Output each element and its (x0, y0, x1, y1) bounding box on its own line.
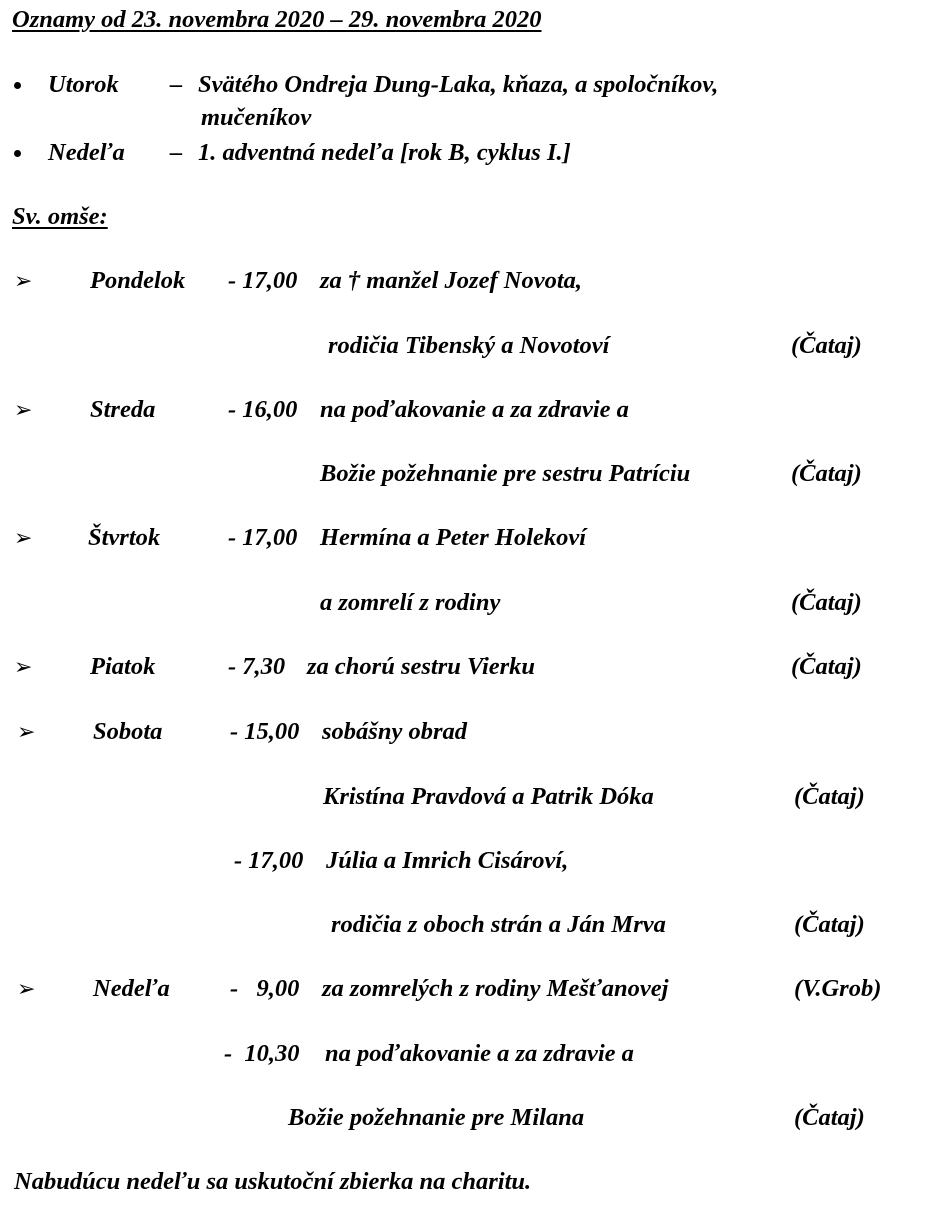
mass-day-nedela: Nedeľa (93, 975, 170, 1002)
mass-time: - 17,00 (228, 524, 298, 551)
mass-time: - 10,30 (224, 1040, 300, 1067)
mass-place: (Čataj) (794, 783, 865, 810)
mass-day-piatok: Piatok (90, 653, 156, 680)
mass-time: - 16,00 (228, 396, 298, 423)
mass-intention: na poďakovanie a za zdravie a (325, 1040, 634, 1067)
mass-intention-cont: a zomrelí z rodiny (320, 589, 501, 616)
feast-day-nedela: Nedeľa (48, 139, 125, 166)
mass-intention-cont: Božie požehnanie pre sestru Patríciu (320, 460, 691, 487)
feast-dash: – (170, 139, 183, 166)
mass-time: - 17,00 (228, 267, 298, 294)
feast-text-utorok: Svätého Ondreja Dung-Laka, kňaza, a spoločníkov, (198, 71, 719, 98)
arrow-bullet-icon: ➢ (17, 720, 36, 745)
mass-intention: za zomrelých z rodiny Mešťanovej (322, 975, 669, 1002)
mass-intention: Júlia a Imrich Cisároví, (326, 847, 569, 874)
bullet-icon (14, 82, 21, 89)
mass-day-stvrtok: Štvrtok (88, 524, 161, 551)
mass-place: (Čataj) (791, 589, 862, 616)
mass-place: (Čataj) (791, 460, 862, 487)
arrow-bullet-icon: ➢ (14, 526, 33, 551)
mass-time: - 7,30 (228, 653, 286, 680)
arrow-bullet-icon: ➢ (14, 269, 33, 294)
mass-day-sobota: Sobota (93, 718, 163, 745)
mass-intention: za † manžel Jozef Novota, (320, 267, 582, 294)
arrow-bullet-icon: ➢ (14, 398, 33, 423)
mass-place: (Čataj) (791, 332, 862, 359)
arrow-bullet-icon: ➢ (14, 655, 33, 680)
mass-day-pondelok: Pondelok (90, 267, 186, 294)
mass-intention-cont: rodičia Tibenský a Novotoví (328, 332, 610, 359)
mass-place: (Čataj) (794, 911, 865, 938)
arrow-bullet-icon: ➢ (17, 977, 36, 1002)
feast-text-nedela: 1. adventná nedeľa [rok B, cyklus I.] (198, 139, 571, 166)
mass-intention: sobášny obrad (322, 718, 467, 745)
mass-intention: Hermína a Peter Holekoví (320, 524, 587, 551)
mass-intention-cont: Kristína Pravdová a Patrik Dóka (323, 783, 654, 810)
feast-text-utorok-cont: mučeníkov (201, 104, 312, 131)
feast-day-utorok: Utorok (48, 71, 119, 98)
bullet-icon (14, 150, 21, 157)
mass-time: - 9,00 (230, 975, 300, 1002)
mass-intention-cont: rodičia z oboch strán a Ján Mrva (331, 911, 666, 938)
mass-intention: na poďakovanie a za zdravie a (320, 396, 629, 423)
mass-place: (Čataj) (794, 1104, 865, 1131)
mass-day-streda: Streda (90, 396, 156, 423)
masses-heading: Sv. omše: (12, 203, 108, 230)
page-title: Oznamy od 23. novembra 2020 – 29. novembra 2020 (12, 6, 542, 33)
mass-place: (V.Grob) (794, 975, 882, 1002)
feast-dash: – (170, 71, 183, 98)
mass-time: - 17,00 (234, 847, 304, 874)
mass-intention-cont: Božie požehnanie pre Milana (288, 1104, 585, 1131)
mass-intention: za chorú sestru Vierku (307, 653, 536, 680)
mass-time: - 15,00 (230, 718, 300, 745)
mass-place: (Čataj) (791, 653, 862, 680)
footer-note: Nabudúcu nedeľu sa uskutoční zbierka na charitu. (14, 1168, 532, 1195)
